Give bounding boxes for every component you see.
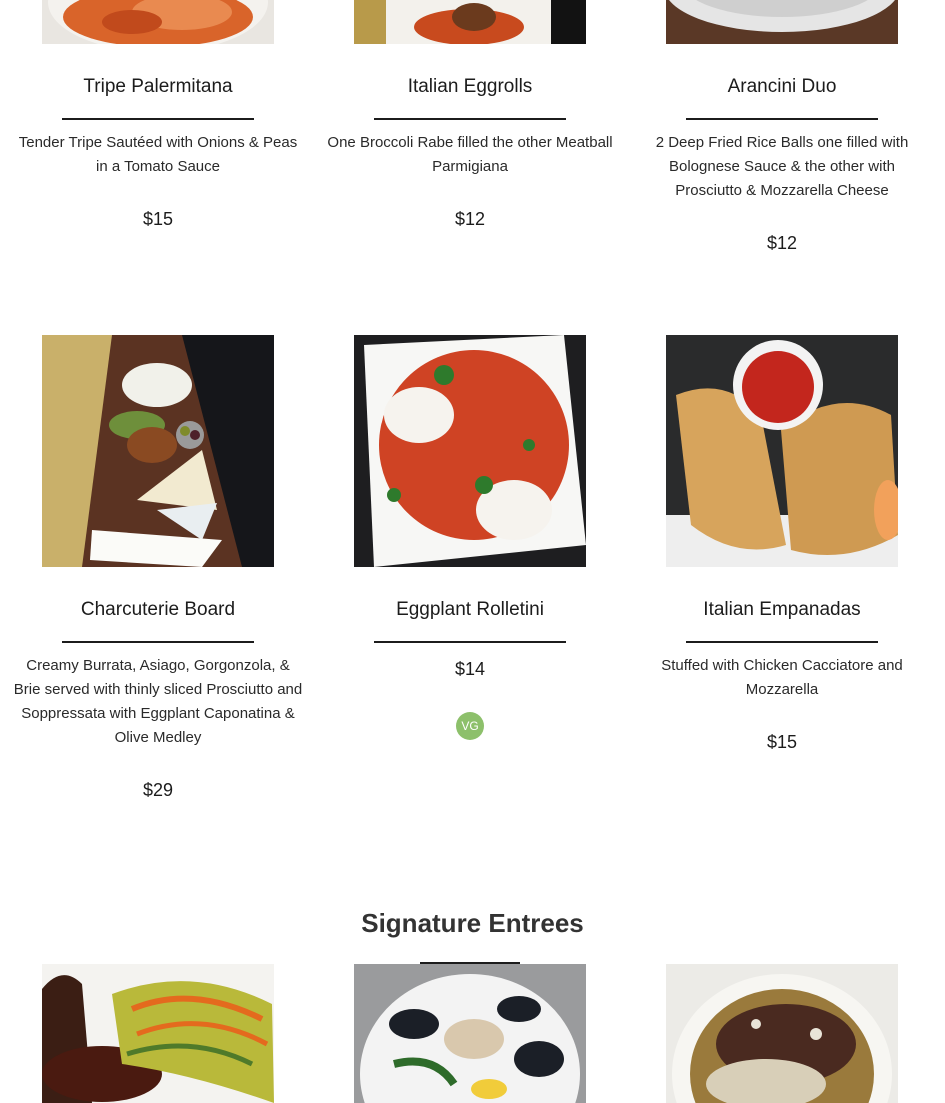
dish-price: $15 xyxy=(142,209,174,229)
dish-photo-italian-eggrolls[interactable] xyxy=(354,0,586,44)
vegetarian-badge-icon: VG xyxy=(456,712,484,740)
divider xyxy=(62,118,254,120)
entree-2-photo-image xyxy=(354,964,586,1103)
dish-name: Italian Empanadas xyxy=(703,599,861,620)
section-title: Signature Entrees xyxy=(361,908,584,938)
dish-price: $15 xyxy=(766,732,798,752)
dish-photo-entree-3[interactable] xyxy=(666,964,898,1103)
dish-photo-charcuterie-board[interactable] xyxy=(42,335,274,567)
divider xyxy=(374,641,566,643)
divider xyxy=(62,641,254,643)
dish-description: Tender Tripe Sautéed with Onions & Peas in a Tomato Sauce xyxy=(18,134,298,175)
arancini-photo-image xyxy=(666,0,898,44)
divider xyxy=(374,118,566,120)
dish-price: $12 xyxy=(766,233,798,253)
divider xyxy=(686,118,878,120)
dish-price: $29 xyxy=(142,780,174,800)
dish-description: 2 Deep Fried Rice Balls one filled with Bolognese Sauce & the other with Prosciutto & Mozzarella Cheese xyxy=(655,134,909,199)
dish-price: $14 xyxy=(454,659,486,679)
eggrolls-photo-image xyxy=(354,0,586,44)
entree-1-photo-image xyxy=(42,964,274,1103)
dish-name: Eggplant Rolletini xyxy=(396,599,544,620)
dish-photo-arancini-duo[interactable] xyxy=(666,0,898,44)
dish-description: One Broccoli Rabe filled the other Meatball Parmigiana xyxy=(327,134,613,175)
dish-photo-tripe-palermitana[interactable] xyxy=(42,0,274,44)
dish-name: Tripe Palermitana xyxy=(83,76,233,97)
eggplant-photo-image xyxy=(354,335,586,567)
tripe-photo-image xyxy=(42,0,274,44)
divider xyxy=(686,641,878,643)
charcuterie-photo-image xyxy=(42,335,274,567)
dish-photo-italian-empanadas[interactable] xyxy=(666,335,898,567)
dish-description: Stuffed with Chicken Cacciatore and Mozzarella xyxy=(661,657,903,698)
dish-photo-entree-1[interactable] xyxy=(42,964,274,1103)
dish-description: Creamy Burrata, Asiago, Gorgonzola, & Brie served with thinly sliced Prosciutto and Soppressata with Eggplant Caponatina & Olive Medley xyxy=(13,657,303,746)
dish-name: Italian Eggrolls xyxy=(407,76,533,97)
dish-name: Charcuterie Board xyxy=(80,599,236,620)
empanadas-photo-image xyxy=(666,335,898,567)
dish-price: $12 xyxy=(454,209,486,229)
dish-photo-entree-2[interactable] xyxy=(354,964,586,1103)
dish-photo-eggplant-rolletini[interactable] xyxy=(354,335,586,567)
dish-name: Arancini Duo xyxy=(727,76,837,97)
entree-3-photo-image xyxy=(666,964,898,1103)
